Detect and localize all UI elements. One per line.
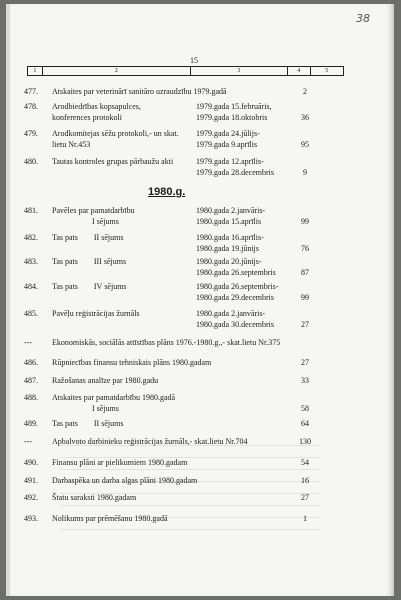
entry-title: Ekonomiskās, sociālās attīstības plāns 1976.-1980.g.,- skat.lietu Nr.375 <box>52 338 281 347</box>
entry-dates: 1980.gada 19.jūnijs <box>196 244 259 253</box>
entry-number: 478. <box>24 102 38 111</box>
entry-dates: 1979.gada 28.decembris <box>196 168 274 177</box>
entry-pages: 95 <box>301 140 309 149</box>
entry-title: I sējums <box>52 217 119 226</box>
col-header-1: 1 <box>28 67 43 76</box>
entry-title: Pavēles par pamatdarbību <box>52 206 135 215</box>
page-number: 15 <box>190 56 198 65</box>
entry-title: konferences protokoli <box>52 113 122 122</box>
entry-pages: 76 <box>301 244 309 253</box>
entry-title: I sējums <box>52 404 119 413</box>
entry-number: --- <box>24 338 32 347</box>
entry-pages: 99 <box>301 217 309 226</box>
entry-title: Pavēļu reģistrācijas žurnāls <box>52 309 140 318</box>
entry-title: Tautas kontroles grupas pārbaužu akti <box>52 157 174 166</box>
entry-pages: 27 <box>301 358 309 367</box>
entry-title: Tas pats II sējums <box>52 233 124 242</box>
entry-dates: 1979.gada 9.aprīlis <box>196 140 258 149</box>
entry-number: 486. <box>24 358 38 367</box>
entry-title: Tas pats III sējums <box>52 257 127 266</box>
entry-number: 480. <box>24 157 38 166</box>
entry-dates: 1980.gada 2.janvāris- <box>196 206 266 215</box>
col-header-5: 5 <box>310 67 343 76</box>
entry-number: 488. <box>24 393 38 402</box>
entry-number: 481. <box>24 206 38 215</box>
entry-dates: 1980.gada 30.decembris <box>196 320 274 329</box>
entry-pages: 1 <box>303 514 307 523</box>
col-header-3: 3 <box>190 67 287 76</box>
entry-title: Rūpniecības finansu tehniskais plāns 1980.gadam <box>52 358 212 367</box>
entry-number: --- <box>24 437 32 446</box>
entry-number: 492. <box>24 493 38 502</box>
entry-pages: 87 <box>301 268 309 277</box>
entry-pages: 27 <box>301 320 309 329</box>
entry-pages: 27 <box>301 493 309 502</box>
entry-pages: 99 <box>301 293 309 302</box>
entry-title: Darbaspēka un darba algas plāni 1980.gadam <box>52 476 198 485</box>
entry-number: 487. <box>24 376 38 385</box>
entry-number: 485. <box>24 309 38 318</box>
entry-number: 482. <box>24 233 38 242</box>
entry-dates: 1980.gada 20.jūnijs- <box>196 257 262 266</box>
entry-number: 489. <box>24 419 38 428</box>
col-header-2: 2 <box>42 67 190 76</box>
entry-title: Arodkomitejas sēžu protokoli,- un skat. <box>52 129 179 138</box>
entry-pages: 54 <box>301 458 309 467</box>
entry-dates: 1980.gada 26.septembris <box>196 268 276 277</box>
entry-dates: 1979.gada 15.februāris, <box>196 102 272 111</box>
entry-pages: 130 <box>299 437 311 446</box>
col-header-4: 4 <box>287 67 310 76</box>
entry-pages: 58 <box>301 404 309 413</box>
page-binding-edge <box>6 4 10 596</box>
entry-dates: 1980.gada 26.septembris- <box>196 282 279 291</box>
entry-dates: 1980.gada 2.janvāris- <box>196 309 266 318</box>
entry-pages: 36 <box>301 113 309 122</box>
entry-title: Štatu saraksti 1980.gadam <box>52 493 137 502</box>
entry-dates: 1980.gada 15.aprīlis <box>196 217 262 226</box>
entry-title: Atskaites par pamatdarbību 1980.gadā <box>52 393 176 402</box>
entry-number: 477. <box>24 87 38 96</box>
entry-title: Apbalvoto darbinieku reģistrācijas žurnāls,- skat.lietu Nr.704 <box>52 437 248 446</box>
entry-pages: 2 <box>303 87 307 96</box>
entry-number: 484. <box>24 282 38 291</box>
entry-dates: 1979.gada 24.jūlijs- <box>196 129 260 138</box>
entry-pages: 64 <box>301 419 309 428</box>
column-header-table <box>27 66 344 76</box>
entry-number: 493. <box>24 514 38 523</box>
entry-title: Tas pats IV sējums <box>52 282 127 291</box>
entry-title: Nolikums par prēmēšanu 1980.gadā <box>52 514 168 523</box>
entry-pages: 33 <box>301 376 309 385</box>
year-heading: 1980.g. <box>148 186 186 198</box>
entry-pages: 16 <box>301 476 309 485</box>
entry-title: Arodbiedrības kopsapulces, <box>52 102 141 111</box>
entry-number: 479. <box>24 129 38 138</box>
entry-title: Ražošanas analīze par 1980.gadu <box>52 376 159 385</box>
entry-number: 483. <box>24 257 38 266</box>
entry-title: lietu Nr.453 <box>52 140 91 149</box>
entry-number: 491. <box>24 476 38 485</box>
entry-dates: 1979.gada 12.aprīlis- <box>196 157 264 166</box>
handwritten-number: 38 <box>356 12 370 25</box>
entry-pages: 9 <box>303 168 307 177</box>
entry-dates: 1979.gada 18.oktobris <box>196 113 268 122</box>
entry-title: Finansu plāni ar pielikumiem 1980.gadam <box>52 458 188 467</box>
entry-title: Atskaites par veterinārī sanitāro uzraudzību 1979.gadā <box>52 87 227 96</box>
entry-dates: 1980.gada 16.aprīlis- <box>196 233 264 242</box>
entry-dates: 1980.gada 29.decembris <box>196 293 274 302</box>
entry-number: 490. <box>24 458 38 467</box>
entry-title: Tas pats II sējums <box>52 419 124 428</box>
